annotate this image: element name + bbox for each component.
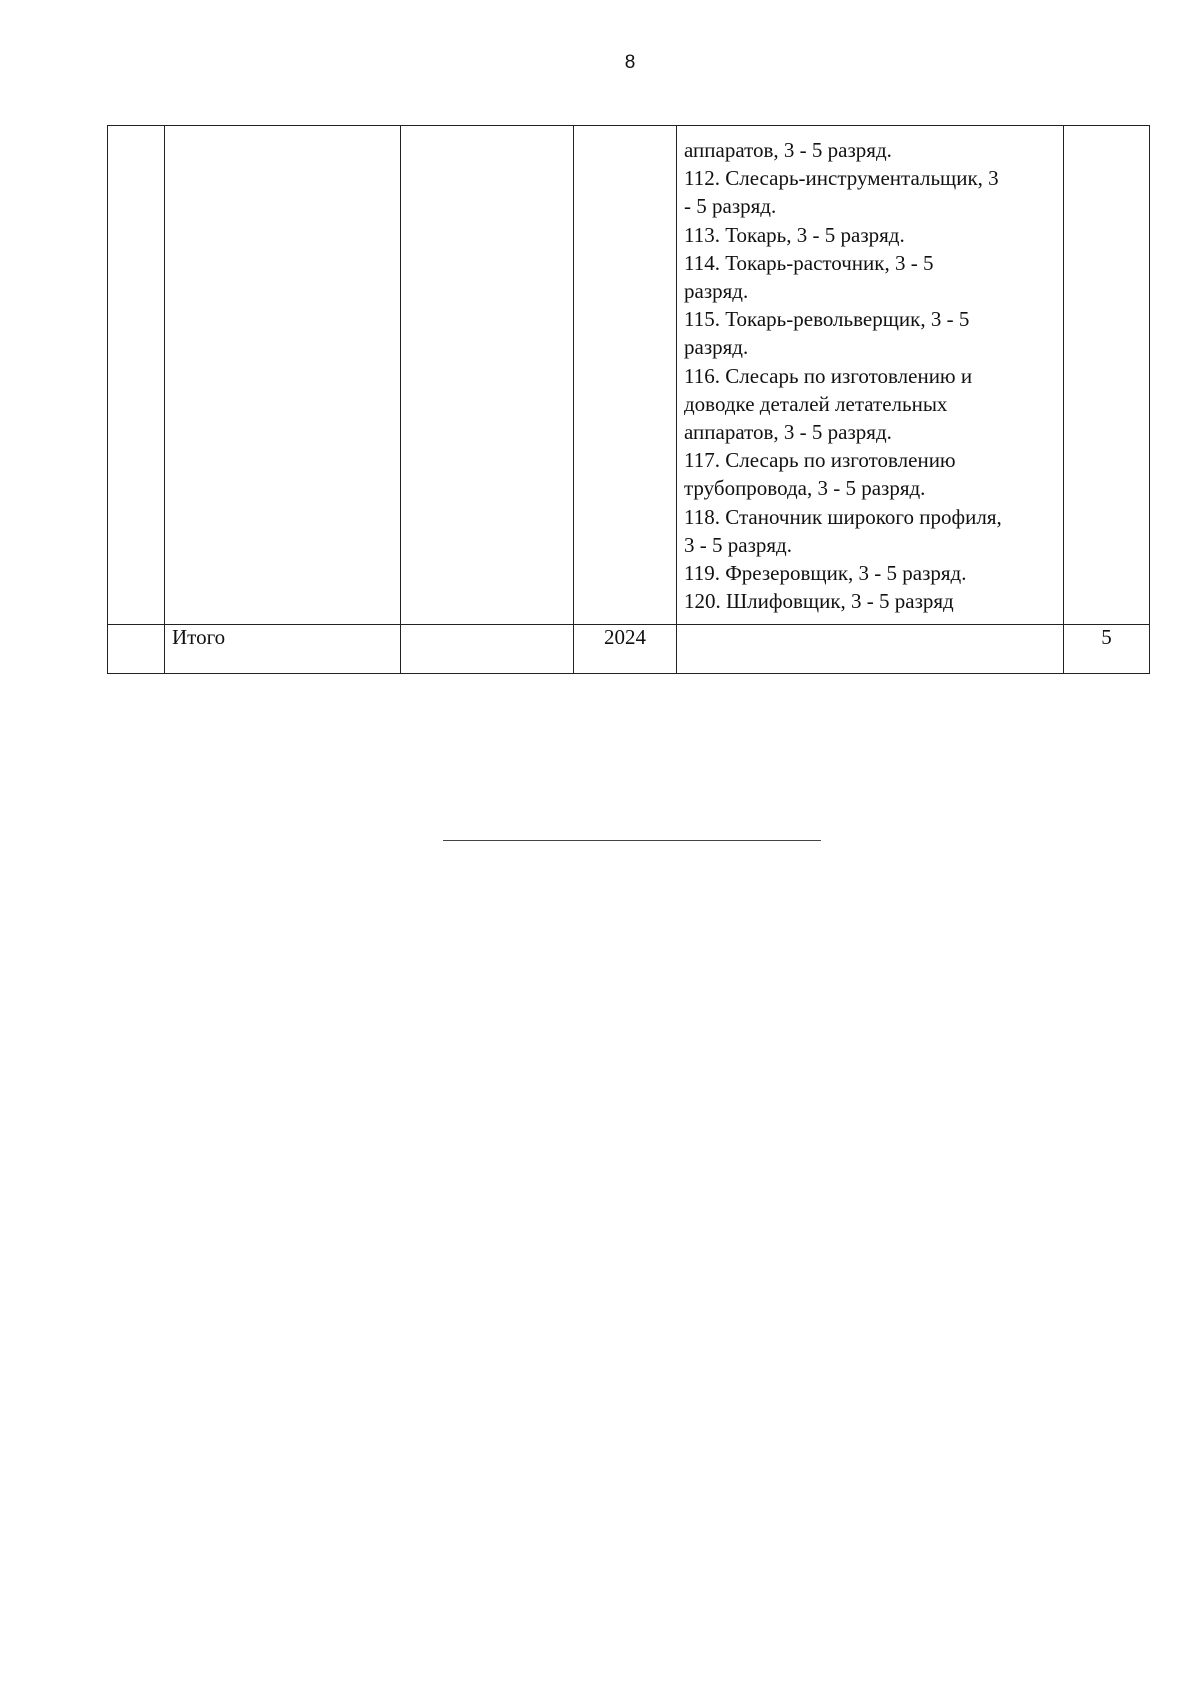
list-line: 117. Слесарь по изготовлению: [684, 448, 956, 473]
list-line: аппаратов, 3 - 5 разряд.: [684, 138, 892, 162]
list-line: 119. Фрезеровщик, 3 - 5 разряд.: [684, 561, 967, 586]
cell-year: [574, 126, 677, 625]
document-table: [107, 125, 1150, 674]
total-cell-col3: [401, 625, 574, 674]
list-line: 113. Токарь, 3 - 5 разряд.: [684, 222, 905, 247]
list-line: разряд.: [684, 279, 749, 304]
total-year: 2024: [574, 625, 677, 674]
list-line: 3 - 5 разряд.: [684, 532, 792, 557]
list-line: доводке деталей летательных: [684, 391, 948, 416]
cell-count: [1064, 126, 1150, 625]
list-line: 112. Слесарь-инструментальщик, 3: [684, 166, 999, 191]
cell-professions-list: [677, 126, 1064, 625]
list-line: - 5 разряд.: [684, 194, 777, 219]
total-count: 5: [1064, 625, 1150, 674]
list-line: 116. Слесарь по изготовлению и: [684, 363, 973, 388]
cell-col3: [401, 126, 574, 625]
cell-name: [165, 126, 401, 625]
total-label: Итого: [165, 625, 401, 674]
list-line: 114. Токарь-расточник, 3 - 5: [684, 250, 934, 275]
list-line: аппаратов, 3 - 5 разряд.: [684, 420, 892, 445]
list-line: 118. Станочник широкого профиля,: [684, 504, 1002, 529]
end-of-document-rule: [443, 840, 821, 841]
list-line: разряд.: [684, 335, 749, 360]
total-cell-number: [108, 625, 165, 674]
list-line: 120. Шлифовщик, 3 - 5 разряд: [684, 589, 954, 614]
list-line: трубопровода, 3 - 5 разряд.: [684, 476, 926, 501]
table-row-total: [108, 625, 1150, 674]
total-cell-list: [677, 625, 1064, 674]
page-number: 8: [624, 52, 636, 73]
table-row-continued: [108, 126, 1150, 625]
cell-number: [108, 126, 165, 625]
list-line: 115. Токарь-револьверщик, 3 - 5: [684, 307, 970, 332]
